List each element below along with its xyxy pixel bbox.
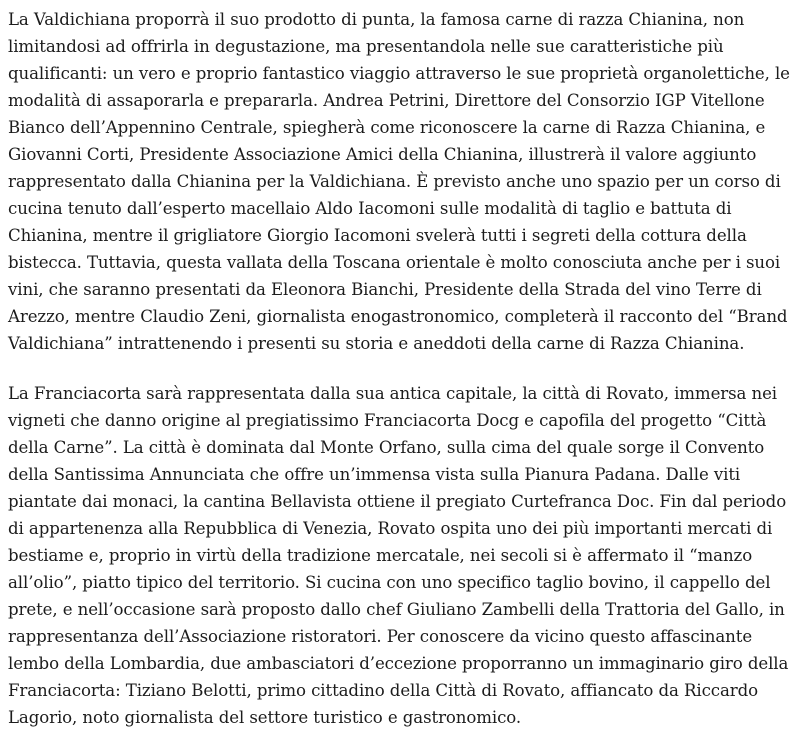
text-line: piantate dai monaci, la cantina Bellavista ottiene il pregiato Curtefranca Doc. Fin dal periodo	[8, 492, 787, 511]
text-line: lembo della Lombardia, due ambasciatori d’eccezione proporranno un immaginario giro della	[8, 654, 789, 673]
text-line: all’olio”, piatto tipico del territorio. Si cucina con uno specifico taglio bovino, il cappello del	[8, 573, 771, 592]
text-line: vigneti che danno origine al pregiatissimo Franciacorta Docg e capofila del progetto “Città	[8, 411, 767, 430]
text-line: prete, e nell’occasione sarà proposto dallo chef Giuliano Zambelli della Trattoria del Gallo, in	[8, 600, 785, 619]
text-line: La Franciacorta sarà rappresentata dalla sua antica capitale, la città di Rovato, immersa nei	[8, 384, 778, 403]
text-line: La Valdichiana proporrà il suo prodotto di punta, la famosa carne di razza Chianina, non	[8, 10, 745, 29]
text-line: di appartenenza alla Repubblica di Venezia, Rovato ospita uno dei più importanti mercati di	[8, 519, 773, 538]
text-line: bistecca. Tuttavia, questa vallata della Toscana orientale è molto conosciuta anche per i suoi	[8, 253, 781, 272]
text-line: Chianina, mentre il grigliatore Giorgio Iacomoni svelerà tutti i segreti della cottura della	[8, 226, 747, 245]
text-line: Valdichiana” intrattenendo i presenti su storia e aneddoti della carne di Razza Chianina.	[8, 334, 745, 353]
text-line: limitandosi ad offrirla in degustazione, ma presentandola nelle sue caratteristiche più	[8, 37, 724, 56]
text-line: Arezzo, mentre Claudio Zeni, giornalista enogastronomico, completerà il racconto del “Brand	[8, 307, 788, 326]
text-line: cucina tenuto dall’esperto macellaio Aldo Iacomoni sulle modalità di taglio e battuta di	[8, 199, 732, 218]
text-line: Bianco dell’Appennino Centrale, spiegherà come riconoscere la carne di Razza Chianina, e	[8, 118, 766, 137]
article-body	[8, 6, 808, 731]
text-line: Giovanni Corti, Presidente Associazione Amici della Chianina, illustrerà il valore aggiunto	[8, 145, 757, 164]
text-line: bestiame e, proprio in virtù della tradizione mercatale, nei secoli si è affermato il “manzo	[8, 546, 753, 565]
text-line: Lagorio, noto giornalista del settore turistico e gastronomico.	[8, 708, 522, 727]
paragraph-valdichiana	[8, 6, 808, 357]
paragraph-franciacorta	[8, 380, 808, 731]
text-line: rappresentato dalla Chianina per la Valdichiana. È previsto anche uno spazio per un corso di	[8, 172, 781, 191]
text-line: Franciacorta: Tiziano Belotti, primo cittadino della Città di Rovato, affiancato da Riccardo	[8, 681, 759, 700]
text-line: della Santissima Annunciata che offre un’immensa vista sulla Pianura Padana. Dalle viti	[8, 465, 741, 484]
text-line: qualificanti: un vero e proprio fantastico viaggio attraverso le sue proprietà organolettiche, le	[8, 64, 790, 83]
text-line: rappresentanza dell’Associazione ristoratori. Per conoscere da vicino questo affascinante	[8, 627, 753, 646]
text-line: modalità di assaporarla e prepararla. Andrea Petrini, Direttore del Consorzio IGP Vitellone	[8, 91, 765, 110]
text-line: vini, che saranno presentati da Eleonora Bianchi, Presidente della Strada del vino Terre di	[8, 280, 762, 299]
text-line: della Carne”. La città è dominata dal Monte Orfano, sulla cima del quale sorge il Convento	[8, 438, 765, 457]
